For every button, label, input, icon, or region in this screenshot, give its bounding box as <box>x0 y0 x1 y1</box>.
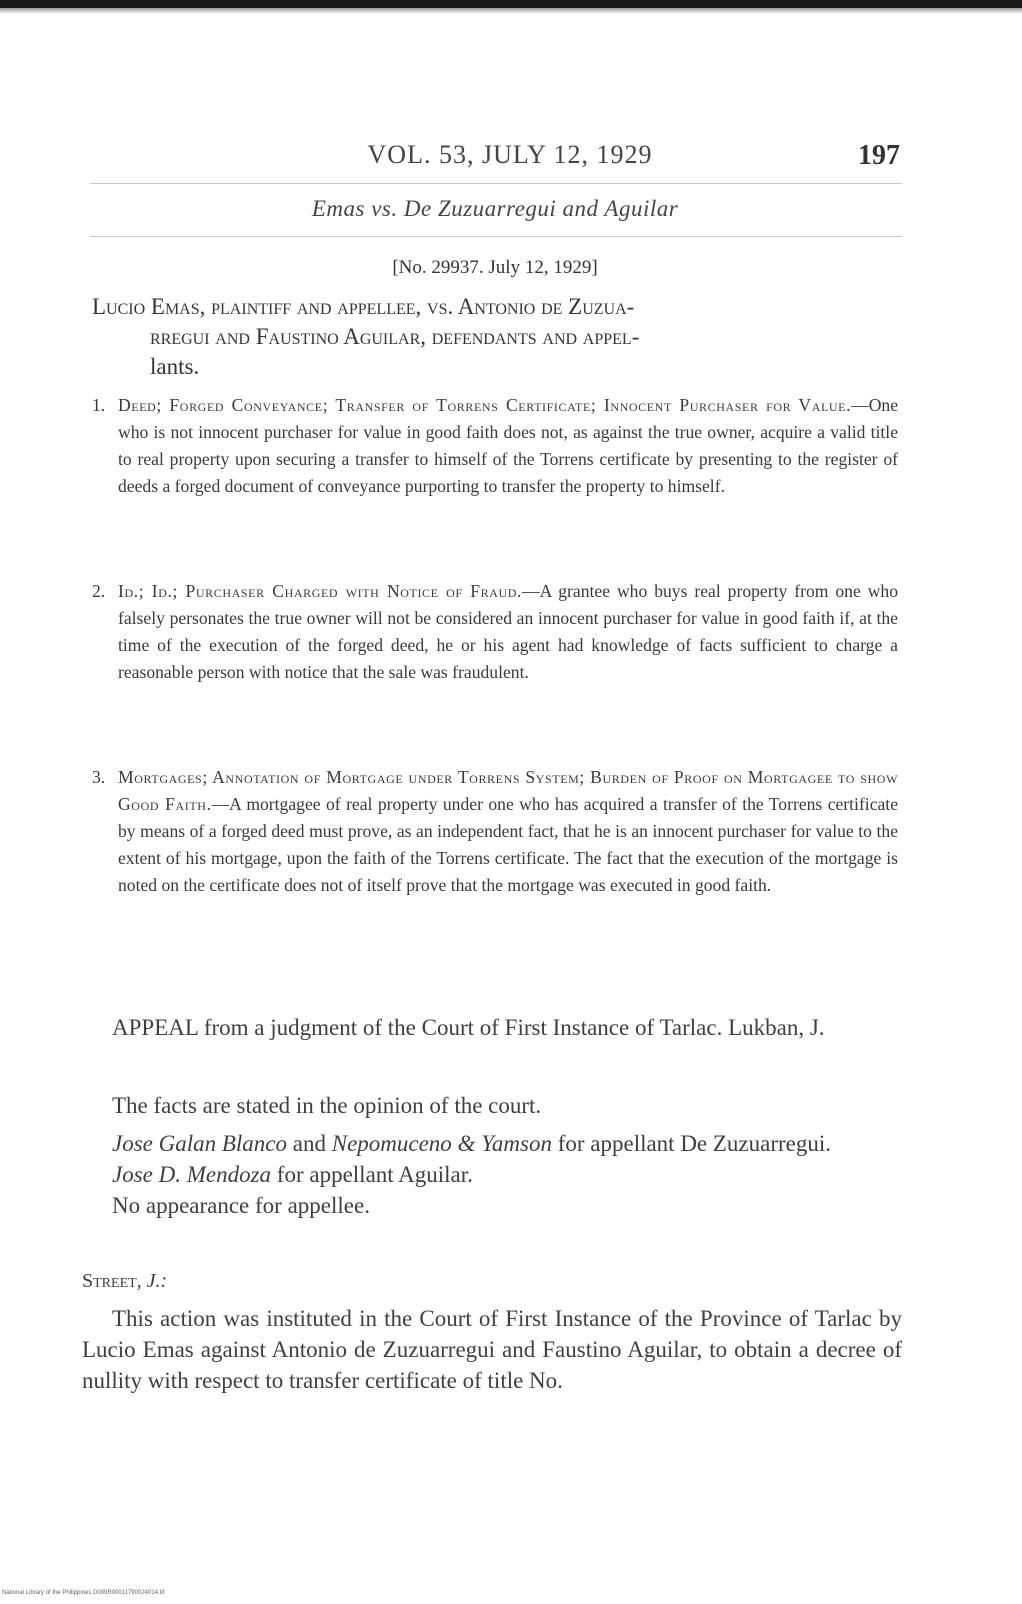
counsel-line-3: No appearance for appellee. <box>112 1193 370 1218</box>
syllabus-text: —A mortgagee of real property under one who has acquired a transfer of the Torrens certificate by means of a forged deed must prove, as an independent fact, that he is an innocent purchaser for value to the extent of his mortgage, upon the faith of the Torrens certificate. The fact that the execution of the mortgage is noted on the certificate does not of itself prove that the mortgage was executed in good faith. <box>118 794 899 895</box>
syllabus-body <box>118 764 898 899</box>
appeal-text: from a judgment of the Court of First Instance of Tarlac. Lukban, J. <box>198 1015 825 1040</box>
syllabus-number: 3. <box>92 767 106 787</box>
syllabus-body <box>118 392 898 578</box>
counsel-and: and <box>287 1131 332 1156</box>
syllabus-number: 2. <box>92 581 106 601</box>
syllabus-heading: Deed; Forged Conveyance; Transfer of Torrens Certificate; Innocent Purchaser for Value. <box>118 395 852 415</box>
scan-top-shadow <box>0 8 1022 14</box>
parties-line-3: lants. <box>150 354 200 379</box>
opinion-text: This action was instituted in the Court of First Instance of the Province of Tarlac by Lucio Emas against Antonio de Zuzuarregui and Faustino Aguilar, to obtain a decree of nullity with respect to transfer certificate of title No. <box>82 1306 902 1393</box>
header-rule-bottom <box>90 236 902 237</box>
syllabus-number: 1. <box>92 395 106 415</box>
scan-footer: National Library of the Philippines D089R00011790024014.tif <box>2 1590 165 1596</box>
running-head-caption: Emas vs. De Zuzuarregui and Aguilar <box>311 196 679 221</box>
counsel-line-1-rest: for appellant De Zuzuarregui. <box>551 1131 832 1156</box>
facts-text: The facts are stated in the opinion of the court. <box>112 1093 542 1118</box>
case-parties <box>92 292 902 382</box>
syllabus-item <box>92 764 898 899</box>
syllabus <box>92 392 898 899</box>
counsel-line-1 <box>82 1128 902 1159</box>
counsel-line-2-rest: for appellant Aguilar. <box>271 1162 473 1187</box>
syllabus-heading: Id.; Id.; Purchaser Charged with Notice of Fraud. <box>118 581 522 601</box>
scan-top-edge <box>0 0 1022 8</box>
syllabus-text: —One who is not innocent purchaser for value in good faith does not, as against the true owner, acquire a valid title to real property upon securing a transfer to himself of the Torrens certificate by presenting to the register of deeds a forged document of conveyance purporting to transfer the property to himself. <box>118 395 898 496</box>
running-head-volume: VOL. 53, JULY 12, 1929 <box>367 140 653 169</box>
facts-paragraph <box>82 1090 902 1121</box>
appeal-lead: APPEAL <box>112 1015 199 1040</box>
opinion-author <box>82 1266 902 1297</box>
counsel-name-mendoza: Jose D. Mendoza <box>112 1162 272 1187</box>
parties-line-2: rregui and Faustino Aguilar, defendants and appel- <box>150 324 640 349</box>
syllabus-heading: Mortgages; Annotation of Mortgage under Torrens System; Burden of Proof on Mortgagee to show Good Faith. <box>118 767 898 814</box>
opinion-author-suffix: , J.: <box>136 1270 168 1292</box>
opinion-paragraph <box>82 1303 902 1396</box>
counsel-names-b: Nepomuceno & Yamson <box>331 1131 552 1156</box>
parties-line-1: Lucio Emas, plaintiff and appellee, vs. Antonio de Zuzua- <box>92 294 635 319</box>
syllabus-text: —A grantee who buys real property from one who falsely personates the true owner will not be considered an innocent purchaser for value in good faith if, at the time of the execution of the forged deed, he or his agent had knowledge of facts sufficient to charge a reasonable person with notice that the sale was fraudulent. <box>118 581 898 682</box>
counsel-block <box>82 1128 902 1221</box>
opinion-author-name: Street <box>82 1270 137 1292</box>
syllabus-item <box>92 578 898 764</box>
page-number: 197 <box>858 140 900 171</box>
header-rule-top <box>90 183 902 184</box>
counsel-line-2 <box>82 1159 902 1190</box>
counsel-names-a: Jose Galan Blanco <box>112 1131 288 1156</box>
syllabus-item <box>92 392 898 578</box>
docket-line: [No. 29937. July 12, 1929] <box>392 257 598 278</box>
appeal-paragraph <box>82 1012 902 1043</box>
syllabus-body <box>118 578 898 764</box>
